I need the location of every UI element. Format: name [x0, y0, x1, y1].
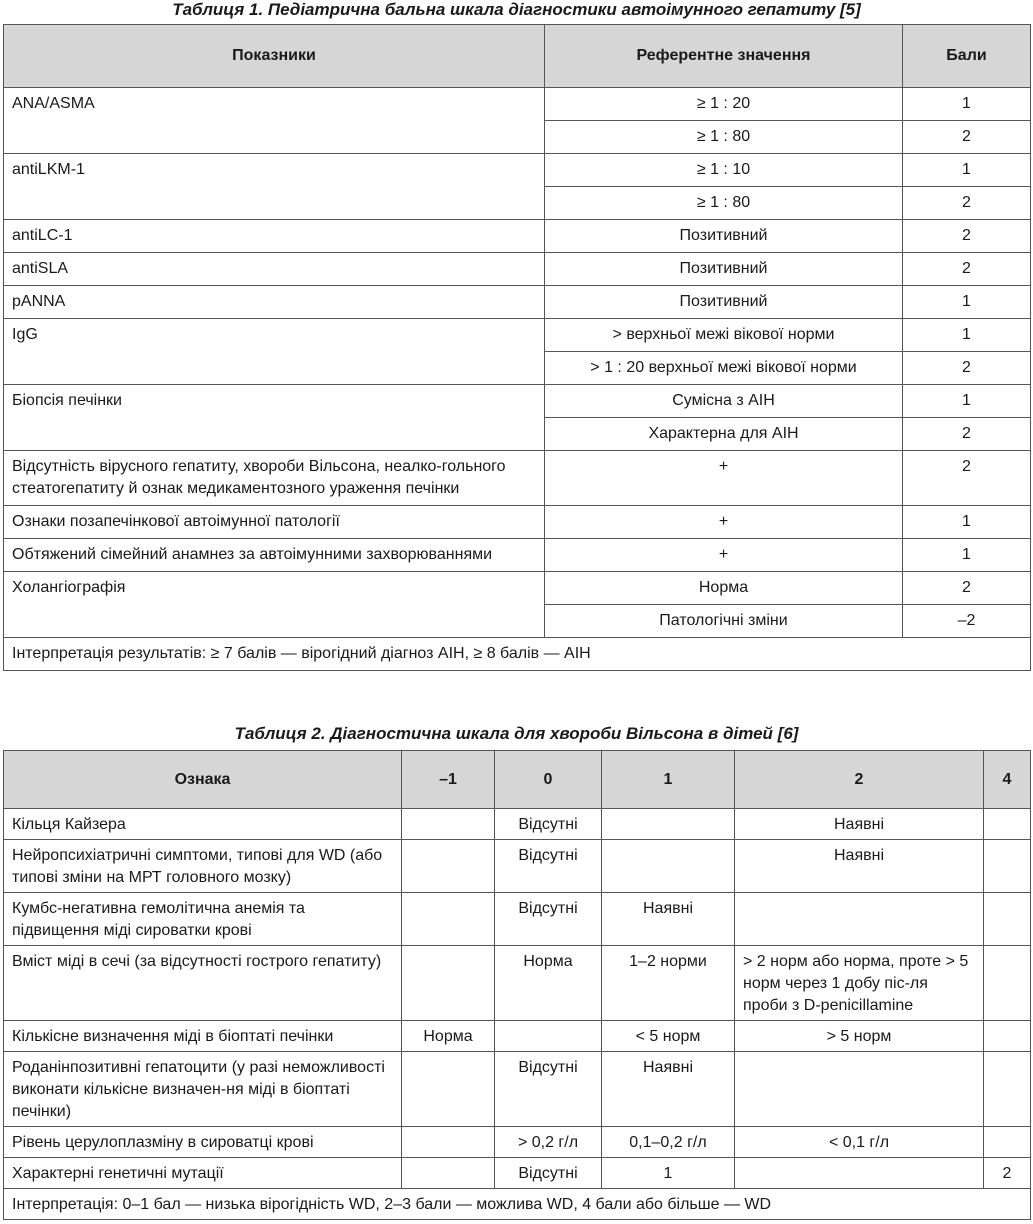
- score-cell: > 5 норм: [735, 1021, 984, 1052]
- sign-cell: Характерні генетичні мутації: [4, 1158, 402, 1189]
- table-row: [4, 638, 1031, 671]
- reference-cell: ≥ 1 : 10: [545, 154, 903, 187]
- table-row: [4, 572, 1031, 605]
- points-cell: 1: [903, 319, 1031, 352]
- indicator-cell: antiLC-1: [4, 220, 545, 253]
- table-row: [4, 1189, 1031, 1220]
- header-zero: 0: [495, 751, 602, 809]
- table-row: [4, 893, 1031, 946]
- indicator-cell: antiLKM-1: [4, 154, 545, 220]
- header-sign: Ознака: [4, 751, 402, 809]
- score-cell: Відсутні: [495, 1158, 602, 1189]
- table-row: [4, 1052, 1031, 1127]
- indicator-cell: pANNA: [4, 286, 545, 319]
- sign-cell: Рівень церулоплазміну в сироватці крові: [4, 1127, 402, 1158]
- header-two: 2: [735, 751, 984, 809]
- table-row: [4, 286, 1031, 319]
- score-cell: [495, 1021, 602, 1052]
- table-row: [4, 1127, 1031, 1158]
- points-cell: 1: [903, 539, 1031, 572]
- header-one: 1: [602, 751, 735, 809]
- score-cell: Відсутні: [495, 840, 602, 893]
- score-cell: Норма: [495, 946, 602, 1021]
- score-cell: [984, 893, 1031, 946]
- points-cell: 1: [903, 385, 1031, 418]
- score-cell: [602, 840, 735, 893]
- score-cell: Відсутні: [495, 893, 602, 946]
- table-row: [4, 1021, 1031, 1052]
- score-cell: [402, 1158, 495, 1189]
- reference-cell: Сумісна з АІН: [545, 385, 903, 418]
- score-cell: [735, 1158, 984, 1189]
- reference-cell: Позитивний: [545, 220, 903, 253]
- score-cell: 0,1–0,2 г/л: [602, 1127, 735, 1158]
- table-row: [4, 451, 1031, 506]
- header-four: 4: [984, 751, 1031, 809]
- header-reference-value: Референтне значення: [545, 25, 903, 88]
- points-cell: 1: [903, 88, 1031, 121]
- score-cell: [402, 840, 495, 893]
- indicator-cell: Відсутність вірусного гепатиту, хвороби Вільсона, неалко-гольного стеатогепатиту й ознак медикаментозного ураження печінки: [4, 451, 545, 506]
- reference-cell: > верхньої межі вікової норми: [545, 319, 903, 352]
- points-cell: 2: [903, 187, 1031, 220]
- wilson-disease-score-table: [3, 750, 1031, 1220]
- score-cell: 1: [602, 1158, 735, 1189]
- score-cell: Відсутні: [495, 809, 602, 840]
- score-cell: Наявні: [602, 1052, 735, 1127]
- points-cell: –2: [903, 605, 1031, 638]
- table-row: [4, 319, 1031, 352]
- score-cell: [735, 1052, 984, 1127]
- table-row: [4, 385, 1031, 418]
- score-cell: [735, 893, 984, 946]
- header-minus-one: –1: [402, 751, 495, 809]
- reference-cell: +: [545, 539, 903, 572]
- reference-cell: Норма: [545, 572, 903, 605]
- table-row: [4, 809, 1031, 840]
- table-row: [4, 946, 1031, 1021]
- table-row: [4, 220, 1031, 253]
- reference-cell: +: [545, 506, 903, 539]
- points-cell: 2: [903, 121, 1031, 154]
- indicator-cell: Холангіографія: [4, 572, 545, 638]
- points-cell: 2: [903, 418, 1031, 451]
- reference-cell: Позитивний: [545, 286, 903, 319]
- score-cell: > 2 норм або норма, проте > 5 норм через 1 добу піс-ля проби з D-penicillamine: [735, 946, 984, 1021]
- score-cell: [402, 893, 495, 946]
- points-cell: 1: [903, 286, 1031, 319]
- score-cell: 1–2 норми: [602, 946, 735, 1021]
- table-row: [4, 840, 1031, 893]
- table-row: [4, 88, 1031, 121]
- sign-cell: Нейропсихіатричні симптоми, типові для WD (або типові зміни на МРТ головного мозку): [4, 840, 402, 893]
- indicator-cell: antiSLA: [4, 253, 545, 286]
- reference-cell: Позитивний: [545, 253, 903, 286]
- score-cell: [402, 1127, 495, 1158]
- score-cell: Норма: [402, 1021, 495, 1052]
- interpretation-note: Інтерпретація: 0–1 бал — низька вірогідність WD, 2–3 бали — можлива WD, 4 бали або більше — WD: [4, 1189, 1031, 1220]
- sign-cell: Кількісне визначення міді в біоптаті печінки: [4, 1021, 402, 1052]
- score-cell: < 5 норм: [602, 1021, 735, 1052]
- score-cell: [984, 1052, 1031, 1127]
- table-row: [4, 539, 1031, 572]
- score-cell: [984, 946, 1031, 1021]
- indicator-cell: Ознаки позапечінкової автоімунної патології: [4, 506, 545, 539]
- indicator-cell: Біопсія печінки: [4, 385, 545, 451]
- score-cell: Наявні: [602, 893, 735, 946]
- score-cell: Наявні: [735, 809, 984, 840]
- score-cell: [984, 1127, 1031, 1158]
- score-cell: Наявні: [735, 840, 984, 893]
- points-cell: 1: [903, 154, 1031, 187]
- points-cell: 1: [903, 506, 1031, 539]
- table-row: [4, 506, 1031, 539]
- score-cell: [402, 1052, 495, 1127]
- points-cell: 2: [903, 451, 1031, 506]
- score-cell: [984, 1021, 1031, 1052]
- interpretation-note: Інтерпретація результатів: ≥ 7 балів — вірогідний діагноз АІН, ≥ 8 балів — АІН: [4, 638, 1031, 671]
- score-cell: [602, 809, 735, 840]
- indicator-cell: Обтяжений сімейний анамнез за автоімунними захворюваннями: [4, 539, 545, 572]
- score-cell: [984, 809, 1031, 840]
- points-cell: 2: [903, 253, 1031, 286]
- score-cell: [984, 840, 1031, 893]
- score-cell: [402, 946, 495, 1021]
- reference-cell: > 1 : 20 верхньої межі вікової норми: [545, 352, 903, 385]
- points-cell: 2: [903, 220, 1031, 253]
- header-indicators: Показники: [4, 25, 545, 88]
- table-row: [4, 154, 1031, 187]
- reference-cell: Патологічні зміни: [545, 605, 903, 638]
- reference-cell: +: [545, 451, 903, 506]
- table1-caption: Таблиця 1. Педіатрична бальна шкала діагностики автоімунного гепатиту [5]: [172, 0, 861, 19]
- points-cell: 2: [903, 352, 1031, 385]
- header-points: Бали: [903, 25, 1031, 88]
- reference-cell: ≥ 1 : 80: [545, 187, 903, 220]
- table-row: [4, 1158, 1031, 1189]
- autoimmune-hepatitis-score-table: [3, 24, 1031, 671]
- reference-cell: ≥ 1 : 20: [545, 88, 903, 121]
- score-cell: 2: [984, 1158, 1031, 1189]
- score-cell: < 0,1 г/л: [735, 1127, 984, 1158]
- score-cell: [402, 809, 495, 840]
- table-row: [4, 253, 1031, 286]
- sign-cell: Вміст міді в сечі (за відсутності гострого гепатиту): [4, 946, 402, 1021]
- score-cell: > 0,2 г/л: [495, 1127, 602, 1158]
- sign-cell: Роданінпозитивні гепатоцити (у разі неможливості виконати кількісне визначен-ня міді в біоптаті печінки): [4, 1052, 402, 1127]
- table2-caption: Таблиця 2. Діагностична шкала для хвороби Вільсона в дітей [6]: [234, 724, 799, 743]
- reference-cell: ≥ 1 : 80: [545, 121, 903, 154]
- sign-cell: Кумбс-негативна гемолітична анемія та підвищення міді сироватки крові: [4, 893, 402, 946]
- sign-cell: Кільця Кайзера: [4, 809, 402, 840]
- reference-cell: Характерна для АІН: [545, 418, 903, 451]
- indicator-cell: ANA/ASMA: [4, 88, 545, 154]
- points-cell: 2: [903, 572, 1031, 605]
- score-cell: Відсутні: [495, 1052, 602, 1127]
- indicator-cell: IgG: [4, 319, 545, 385]
